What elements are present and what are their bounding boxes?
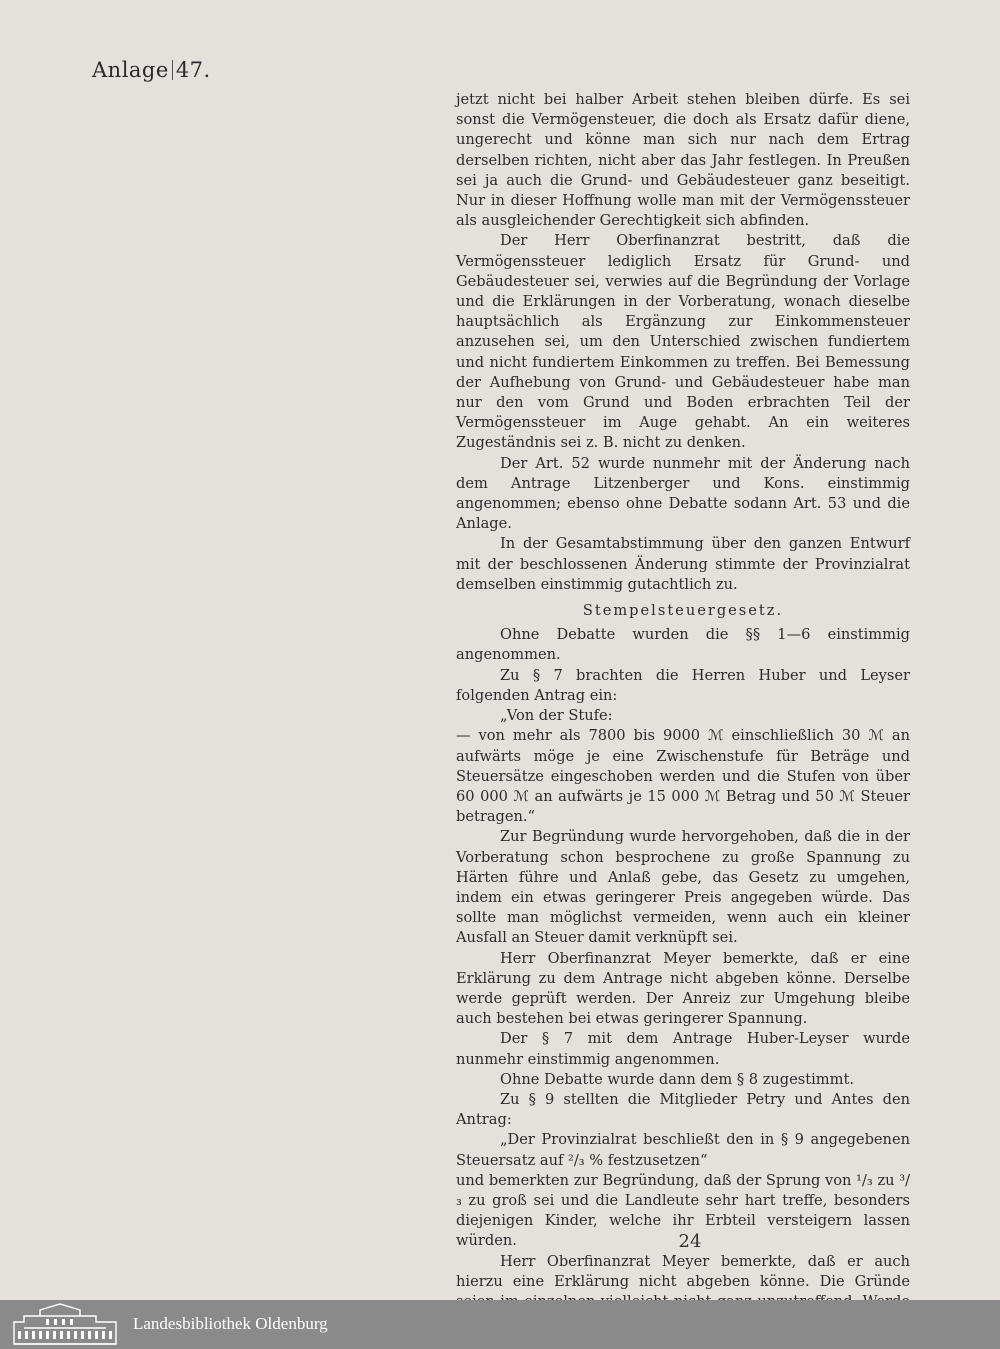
library-building-icon [10, 1302, 120, 1347]
paragraph: und bemerkten zur Begründung, daß der Sprung von ¹/₃ zu ³/₃ zu groß sei und die Landleute sehr hart treffe, besonders diejenigen Kinder, welche ihr Erbteil versteigern lassen würden. [456, 1171, 910, 1250]
quote-line: „Von der Stufe: [500, 707, 613, 725]
paragraph: Zu § 7 brachten die Herren Huber und Leyser folgenden Antrag ein: [456, 666, 910, 704]
quote-paragraph: — von mehr als 7800 bis 9000 ℳ einschließlich 30 ℳ an aufwärts möge je eine Zwischenstufe für Beträge und Steuersätze eingeschoben werden und die Stufen von über 60 000 ℳ an aufwärts je 15 000 ℳ Betrag und 50 ℳ Steuer betragen.“ [456, 727, 910, 826]
library-name: Landesbibliothek Oldenburg [133, 1314, 328, 1333]
paragraph: Zu § 9 stellten die Mitglieder Petry und Antes den Antrag: [456, 1090, 910, 1129]
paragraph: Zur Begründung wurde hervorgehoben, daß die in der Vorberatung schon besprochene zu große Spannung zu Härten führe und Anlaß gebe, das Gesetz zu umgehen, indem ein etwas geringerer Preis angegeben würde. Das sollte man möglichst vermeiden, wenn auch ein kleiner Ausfall an Steuer damit verknüpft sei. [456, 828, 910, 947]
paragraph: Der § 7 mit dem Antrage Huber-Leyser wurde nunmehr einstimmig angenommen. [456, 1030, 910, 1068]
body-text [456, 90, 910, 1332]
paragraph: Ohne Debatte wurden die §§ 1—6 einstimmig angenommen. [456, 626, 910, 664]
header-separator [172, 60, 173, 80]
section-heading: Stempelsteuergesetz. [582, 602, 784, 620]
paragraph: jetzt nicht bei halber Arbeit stehen bleiben dürfe. Es sei sonst die Vermögensteuer, die doch als Ersatz dafür diene, ungerecht und könne man sich nur nach dem Ertrag derselben richten, nicht aber das Jahr festlegen. In Preußen sei ja auch die Grund- und Gebäudesteuer ganz beseitigt. Nur in dieser Hoffnung wolle man mit der Vermögenssteuer als ausgleichender Gerechtigkeit sich abfinden. [456, 91, 910, 230]
paragraph: In der Gesamtabstimmung über den ganzen Entwurf mit der beschlossenen Änderung stimmte der Provinzialrat demselben einstimmig gutachtlich zu. [456, 535, 910, 593]
paragraph: Ohne Debatte wurde dann dem § 8 zugestimmt. [500, 1070, 854, 1088]
paragraph: Der Art. 52 wurde nunmehr mit der Änderung nach dem Antrage Litzenberger und Kons. einstimmig angenommen; ebenso ohne Debatte sodann Art. 53 und die Anlage. [456, 454, 910, 533]
paragraph: Herr Oberfinanzrat Meyer bemerkte, daß er auch hierzu eine Erklärung nicht abgeben könne. Die Gründe [456, 1252, 910, 1290]
header-number: 47. [175, 58, 211, 82]
quote-paragraph: „Der Provinzialrat beschließt den in § 9 angegebenen Steuersatz auf ²/₃ % festzusetzen“ [456, 1131, 910, 1169]
page-number: 24 [678, 1231, 702, 1252]
paragraph: Der Herr Oberfinanzrat bestritt, daß die Vermögenssteuer lediglich Ersatz für Grund- und Gebäudesteuer sei, verwies auf die Begründung der Vorlage und die Erklärungen in der Vorberatung, wonach dieselbe hauptsächlich als Ergänzung zur Einkommensteuer anzusehen sei, um den Unterschied zwischen fundiertem und nicht fundiertem Einkommen zu treffen. Bei Bemessung der Aufhebung von Grund- und Gebäudesteuer habe man nur den vom Grund und Boden erbrachten Teil der Vermögenssteuer im Auge gehabt. An ein weiteres Zugeständnis sei z. B. nicht zu denken. [456, 232, 910, 452]
paragraph: Herr Oberfinanzrat Meyer bemerkte, daß er eine Erklärung zu dem Antrage nicht abgeben könne. Derselbe werde geprüft werden. Der Anreiz zur Umgehung bleibe auch bestehen bei etwas geringerer Spannung. [456, 949, 910, 1028]
header-title: Anlage [92, 58, 169, 82]
page-header [92, 58, 211, 82]
footer-bar [0, 1300, 1000, 1349]
